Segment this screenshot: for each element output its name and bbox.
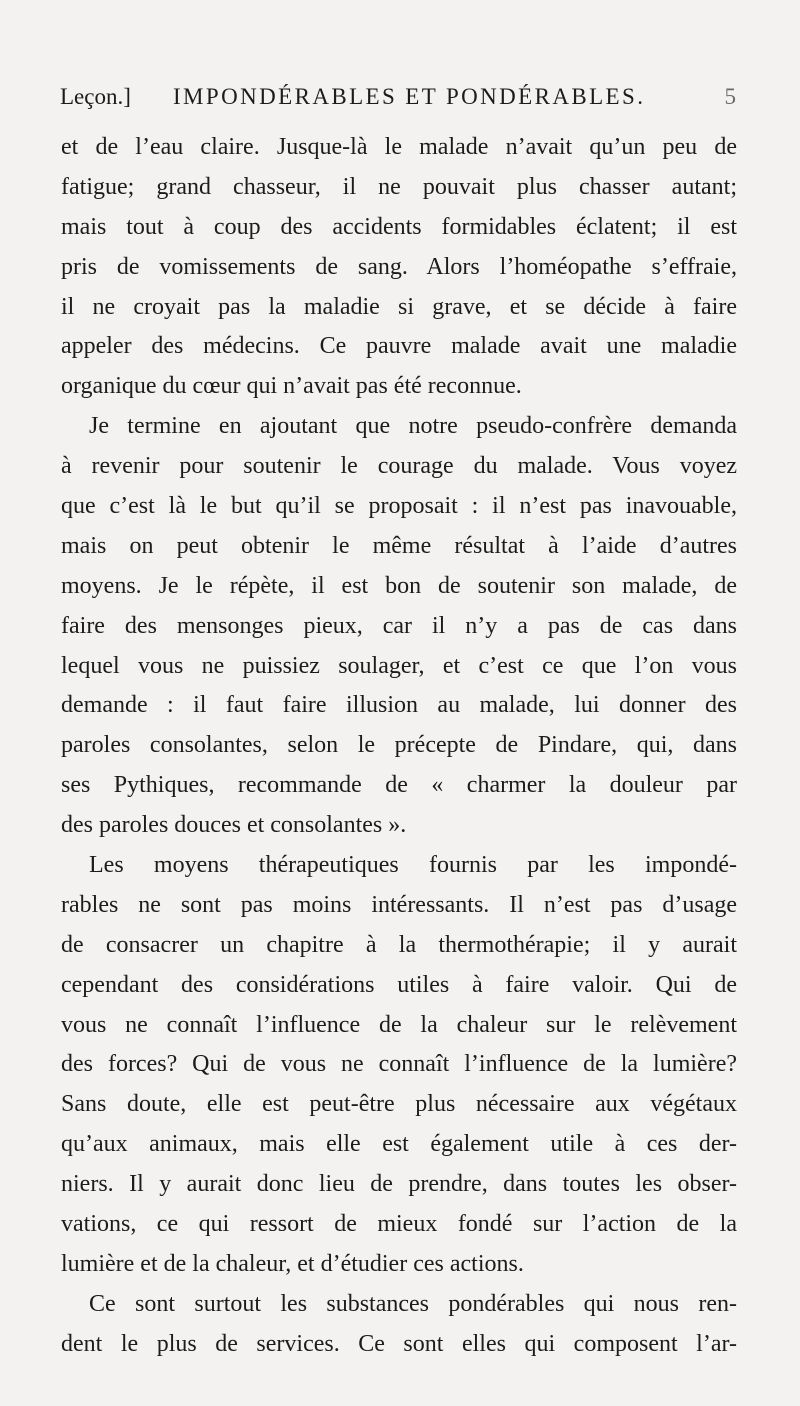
text-line: ses Pythiques, recommande de « charmer la douleur par bbox=[61, 772, 737, 799]
text-line: vations, ce qui ressort de mieux fondé sur l’action de la bbox=[61, 1211, 737, 1238]
text-line: rables ne sont pas moins intéressants. Il n’est pas d’usage bbox=[61, 891, 737, 918]
text-line: il ne croyait pas la maladie si grave, et se décide à faire bbox=[61, 293, 737, 320]
text-line: organique du cœur qui n’avait pas été reconnue. bbox=[61, 373, 522, 400]
text-line: de consacrer un chapitre à la thermothérapie; il y aurait bbox=[61, 931, 737, 958]
text-line: fatigue; grand chasseur, il ne pouvait plus chasser autant; bbox=[61, 173, 737, 200]
text-line: vous ne connaît l’influence de la chaleur sur le relèvement bbox=[61, 1011, 737, 1038]
running-title: IMPONDÉRABLES ET PONDÉRABLES. bbox=[173, 84, 646, 109]
text-line: demande : il faut faire illusion au malade, lui donner des bbox=[61, 692, 737, 719]
text-line: des paroles douces et consolantes ». bbox=[61, 812, 407, 839]
text-line: lumière et de la chaleur, et d’étudier ces actions. bbox=[61, 1250, 524, 1277]
text-line: mais on peut obtenir le même résultat à l’aide d’autres bbox=[61, 532, 737, 559]
text-line: Sans doute, elle est peut-être plus nécessaire aux végétaux bbox=[61, 1091, 737, 1118]
text-line: Ce sont surtout les substances pondérables qui nous ren- bbox=[89, 1290, 737, 1317]
text-line: et de l’eau claire. Jusque-là le malade n’avait qu’un peu de bbox=[61, 134, 737, 160]
text-line: Je termine en ajoutant que notre pseudo-confrère demanda bbox=[89, 413, 737, 440]
text-line: qu’aux animaux, mais elle est également utile à ces der- bbox=[61, 1131, 737, 1158]
text-line: dent le plus de services. Ce sont elles qui composent l’ar- bbox=[61, 1330, 737, 1357]
text-line: que c’est là le but qu’il se proposait : il n’est pas inavouable, bbox=[61, 493, 737, 520]
text-line: à revenir pour soutenir le courage du malade. Vous voyez bbox=[61, 453, 737, 480]
text-line: appeler des médecins. Ce pauvre malade avait une maladie bbox=[61, 333, 737, 360]
body-text bbox=[61, 128, 737, 1365]
text-line: faire des mensonges pieux, car il n’y a pas de cas dans bbox=[61, 612, 737, 639]
page-number: 5 bbox=[724, 84, 736, 109]
text-line: cependant des considérations utiles à faire valoir. Qui de bbox=[61, 971, 737, 998]
text-line: lequel vous ne puissiez soulager, et c’est ce que l’on vous bbox=[61, 652, 737, 679]
page-header bbox=[60, 84, 736, 118]
text-line: paroles consolantes, selon le précepte de Pindare, qui, dans bbox=[61, 732, 737, 759]
text-line: Les moyens thérapeutiques fournis par les impondé- bbox=[89, 852, 737, 879]
text-line: mais tout à coup des accidents formidables éclatent; il est bbox=[61, 213, 737, 240]
text-line: moyens. Je le répète, il est bon de soutenir son malade, de bbox=[61, 572, 737, 599]
section-label: Leçon.] bbox=[60, 84, 131, 109]
text-line: niers. Il y aurait donc lieu de prendre, dans toutes les obser- bbox=[61, 1171, 737, 1198]
text-line: des forces? Qui de vous ne connaît l’influence de la lumière? bbox=[61, 1051, 737, 1078]
text-line: pris de vomissements de sang. Alors l’homéopathe s’effraie, bbox=[61, 253, 737, 280]
